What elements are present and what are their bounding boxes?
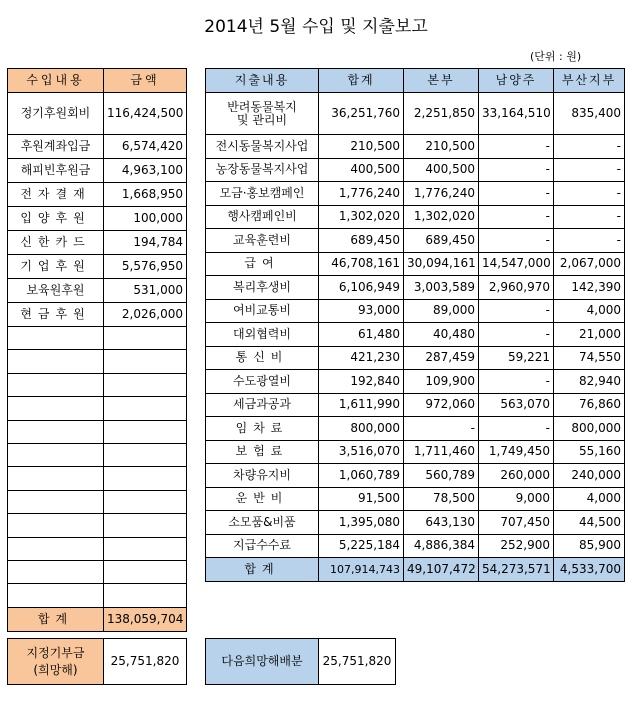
expense-namyangju: - <box>479 182 554 206</box>
expense-item-name: 모금·홍보캠페인 <box>206 182 319 206</box>
next-distribution-label: 다음희망해배분 <box>206 639 319 685</box>
income-item-name: 해피빈후원금 <box>8 159 104 183</box>
expense-row <box>206 464 625 488</box>
expense-item-name: 급여 <box>206 252 319 276</box>
expense-row <box>206 158 625 182</box>
expense-namyangju: - <box>479 158 554 182</box>
income-row <box>8 255 187 279</box>
income-item-amount: 4,963,100 <box>104 159 187 183</box>
expense-header-namyangju: 남양주 <box>479 69 554 93</box>
expense-item-name: 전시동물복지사업 <box>206 135 319 159</box>
expense-total: 1,395,080 <box>319 511 404 535</box>
empty-cell <box>104 397 187 420</box>
expense-namyangju: 14,547,000 <box>479 252 554 276</box>
expense-hq: 689,450 <box>404 229 479 253</box>
income-item-amount: 100,000 <box>104 207 187 231</box>
expense-namyangju: 59,221 <box>479 346 554 370</box>
empty-cell <box>104 490 187 513</box>
expense-namyangju: 707,450 <box>479 511 554 535</box>
expense-row <box>206 229 625 253</box>
empty-cell <box>104 327 187 350</box>
expense-hq: 78,500 <box>404 487 479 511</box>
expense-busan: 44,500 <box>554 511 625 535</box>
expense-total: 1,611,990 <box>319 393 404 417</box>
income-item-name: 보육원후원 <box>8 279 104 303</box>
empty-cell <box>8 420 104 443</box>
expense-busan: 85,900 <box>554 534 625 558</box>
expense-hq: 560,789 <box>404 464 479 488</box>
expense-busan: 21,000 <box>554 323 625 347</box>
expense-busan: 55,160 <box>554 440 625 464</box>
empty-cell <box>104 467 187 490</box>
expense-item-name: 세금과공과 <box>206 393 319 417</box>
income-item-amount: 5,576,950 <box>104 255 187 279</box>
income-row <box>8 159 187 183</box>
income-table <box>7 68 187 632</box>
expense-namyangju: - <box>479 323 554 347</box>
income-empty-row <box>8 420 187 443</box>
expense-busan: 74,550 <box>554 346 625 370</box>
expense-hq: 400,500 <box>404 158 479 182</box>
empty-cell <box>8 373 104 396</box>
income-total-label: 합계 <box>8 608 104 632</box>
income-empty-row <box>8 560 187 583</box>
expense-total: 61,480 <box>319 323 404 347</box>
expense-busan: 835,400 <box>554 93 625 135</box>
income-item-name: 입양후원 <box>8 207 104 231</box>
income-row <box>8 279 187 303</box>
expense-item-name: 농장동물복지사업 <box>206 158 319 182</box>
expense-busan: - <box>554 135 625 159</box>
expense-total: 3,516,070 <box>319 440 404 464</box>
expense-total-label: 합계 <box>206 558 319 582</box>
expense-item-name: 교육훈련비 <box>206 229 319 253</box>
expense-row <box>206 276 625 300</box>
expense-total: 5,225,184 <box>319 534 404 558</box>
income-empty-row <box>8 397 187 420</box>
empty-cell <box>104 584 187 608</box>
expense-row <box>206 93 625 135</box>
expense-namyangju: - <box>479 299 554 323</box>
expense-hq: 210,500 <box>404 135 479 159</box>
income-row <box>8 207 187 231</box>
expense-namyangju: 252,900 <box>479 534 554 558</box>
expense-row <box>206 417 625 441</box>
expense-namyangju: 2,960,970 <box>479 276 554 300</box>
expense-namyangju: 33,164,510 <box>479 93 554 135</box>
expense-busan: 76,860 <box>554 393 625 417</box>
expense-total: 36,251,760 <box>319 93 404 135</box>
expense-busan: - <box>554 229 625 253</box>
empty-cell <box>8 490 104 513</box>
expense-item-name: 행사캠페인비 <box>206 205 319 229</box>
unit-label: (단위 : 원) <box>530 50 582 63</box>
expense-hq: - <box>404 417 479 441</box>
expense-row <box>206 182 625 206</box>
expense-hq: 2,251,850 <box>404 93 479 135</box>
designated-donation-label: 지정기부금 (희망해) <box>8 639 104 685</box>
expense-grand-total: 107,914,743 <box>319 558 404 582</box>
empty-cell <box>104 537 187 560</box>
expense-busan: - <box>554 205 625 229</box>
expense-hq: 30,094,161 <box>404 252 479 276</box>
income-empty-row <box>8 327 187 350</box>
expense-busan: 82,940 <box>554 370 625 394</box>
expense-hq: 1,711,460 <box>404 440 479 464</box>
income-item-amount: 2,026,000 <box>104 303 187 327</box>
income-row <box>8 183 187 207</box>
expense-item-name: 복리후생비 <box>206 276 319 300</box>
income-row <box>8 135 187 159</box>
expense-namyangju: - <box>479 205 554 229</box>
expense-header-hq: 본부 <box>404 69 479 93</box>
expense-busan: - <box>554 158 625 182</box>
income-item-amount: 1,668,950 <box>104 183 187 207</box>
expense-row <box>206 487 625 511</box>
income-empty-row <box>8 584 187 608</box>
designated-donation-box <box>7 638 187 685</box>
designated-donation-amount: 25,751,820 <box>104 639 187 685</box>
income-row <box>8 303 187 327</box>
empty-cell <box>104 373 187 396</box>
empty-cell <box>8 537 104 560</box>
expense-namyangju: 9,000 <box>479 487 554 511</box>
expense-busan: 2,067,000 <box>554 252 625 276</box>
expense-row <box>206 370 625 394</box>
expense-row <box>206 393 625 417</box>
expense-item-name: 반려동물복지 및 관리비 <box>206 93 319 135</box>
empty-cell <box>104 560 187 583</box>
income-item-amount: 194,784 <box>104 231 187 255</box>
empty-cell <box>8 327 104 350</box>
expense-item-name: 수도광열비 <box>206 370 319 394</box>
empty-cell <box>8 443 104 466</box>
empty-cell <box>104 420 187 443</box>
expense-busan-total: 4,533,700 <box>554 558 625 582</box>
expense-hq: 287,459 <box>404 346 479 370</box>
expense-hq: 3,003,589 <box>404 276 479 300</box>
income-item-name: 후원계좌입금 <box>8 135 104 159</box>
income-item-name: 정기후원회비 <box>8 93 104 135</box>
expense-header-busan: 부산지부 <box>554 69 625 93</box>
next-distribution-box <box>205 638 396 685</box>
expense-header-total: 합계 <box>319 69 404 93</box>
expense-total: 689,450 <box>319 229 404 253</box>
expense-total: 6,106,949 <box>319 276 404 300</box>
expense-namyangju: 563,070 <box>479 393 554 417</box>
expense-total: 210,500 <box>319 135 404 159</box>
expense-row <box>206 205 625 229</box>
empty-cell <box>104 443 187 466</box>
expense-item-name: 여비교통비 <box>206 299 319 323</box>
expense-busan: 142,390 <box>554 276 625 300</box>
expense-hq: 89,000 <box>404 299 479 323</box>
expense-row <box>206 440 625 464</box>
expense-table <box>205 68 625 582</box>
expense-namyangju: - <box>479 370 554 394</box>
expense-total: 46,708,161 <box>319 252 404 276</box>
expense-hq: 40,480 <box>404 323 479 347</box>
empty-cell <box>104 514 187 537</box>
income-item-amount: 6,574,420 <box>104 135 187 159</box>
expense-total: 400,500 <box>319 158 404 182</box>
income-empty-row <box>8 467 187 490</box>
expense-item-name: 통신비 <box>206 346 319 370</box>
expense-hq: 109,900 <box>404 370 479 394</box>
expense-hq: 643,130 <box>404 511 479 535</box>
expense-namyangju: 1,749,450 <box>479 440 554 464</box>
income-empty-row <box>8 350 187 373</box>
income-empty-row <box>8 490 187 513</box>
next-distribution-amount: 25,751,820 <box>319 639 396 685</box>
expense-total: 1,776,240 <box>319 182 404 206</box>
income-header-item: 수입내용 <box>8 69 104 93</box>
income-row <box>8 93 187 135</box>
expense-namyangju: - <box>479 417 554 441</box>
expense-item-name: 운반비 <box>206 487 319 511</box>
expense-busan: 4,000 <box>554 299 625 323</box>
expense-hq: 1,302,020 <box>404 205 479 229</box>
expense-hq-total: 49,107,472 <box>404 558 479 582</box>
income-row <box>8 231 187 255</box>
expense-total: 1,060,789 <box>319 464 404 488</box>
expense-row <box>206 299 625 323</box>
income-total-amount: 138,059,704 <box>104 608 187 632</box>
expense-row <box>206 346 625 370</box>
expense-busan: 4,000 <box>554 487 625 511</box>
income-empty-row <box>8 443 187 466</box>
expense-total: 192,840 <box>319 370 404 394</box>
expense-total: 91,500 <box>319 487 404 511</box>
expense-busan: 240,000 <box>554 464 625 488</box>
expense-busan: 800,000 <box>554 417 625 441</box>
expense-row <box>206 135 625 159</box>
empty-cell <box>8 560 104 583</box>
expense-hq: 972,060 <box>404 393 479 417</box>
income-item-name: 신한카드 <box>8 231 104 255</box>
expense-total: 421,230 <box>319 346 404 370</box>
expense-total: 93,000 <box>319 299 404 323</box>
income-item-name: 기업후원 <box>8 255 104 279</box>
income-total-row <box>8 608 187 632</box>
expense-total: 800,000 <box>319 417 404 441</box>
expense-item-name: 보험료 <box>206 440 319 464</box>
expense-namyangju: 260,000 <box>479 464 554 488</box>
expense-item-name: 소모품&비품 <box>206 511 319 535</box>
income-item-amount: 531,000 <box>104 279 187 303</box>
empty-cell <box>8 584 104 608</box>
expense-row <box>206 323 625 347</box>
income-empty-row <box>8 373 187 396</box>
expense-row <box>206 252 625 276</box>
expense-row <box>206 511 625 535</box>
expense-item-name: 지급수수료 <box>206 534 319 558</box>
expense-busan: - <box>554 182 625 206</box>
expense-namyangju: - <box>479 135 554 159</box>
expense-hq: 1,776,240 <box>404 182 479 206</box>
income-empty-row <box>8 514 187 537</box>
expense-hq: 4,886,384 <box>404 534 479 558</box>
expense-namyangju-total: 54,273,571 <box>479 558 554 582</box>
expense-total: 1,302,020 <box>319 205 404 229</box>
expense-row <box>206 534 625 558</box>
expense-item-name: 임차료 <box>206 417 319 441</box>
expense-item-name: 대외협력비 <box>206 323 319 347</box>
income-item-name: 현금후원 <box>8 303 104 327</box>
empty-cell <box>8 467 104 490</box>
income-item-name: 전자결재 <box>8 183 104 207</box>
expense-total-row <box>206 558 625 582</box>
empty-cell <box>8 350 104 373</box>
expense-item-name: 차량유지비 <box>206 464 319 488</box>
empty-cell <box>104 350 187 373</box>
page-title: 2014년 5월 수입 및 지출보고 <box>204 17 428 37</box>
income-item-amount: 116,424,500 <box>104 93 187 135</box>
expense-namyangju: - <box>479 229 554 253</box>
income-header-amount: 금액 <box>104 69 187 93</box>
empty-cell <box>8 397 104 420</box>
expense-header-item: 지출내용 <box>206 69 319 93</box>
empty-cell <box>8 514 104 537</box>
income-empty-row <box>8 537 187 560</box>
